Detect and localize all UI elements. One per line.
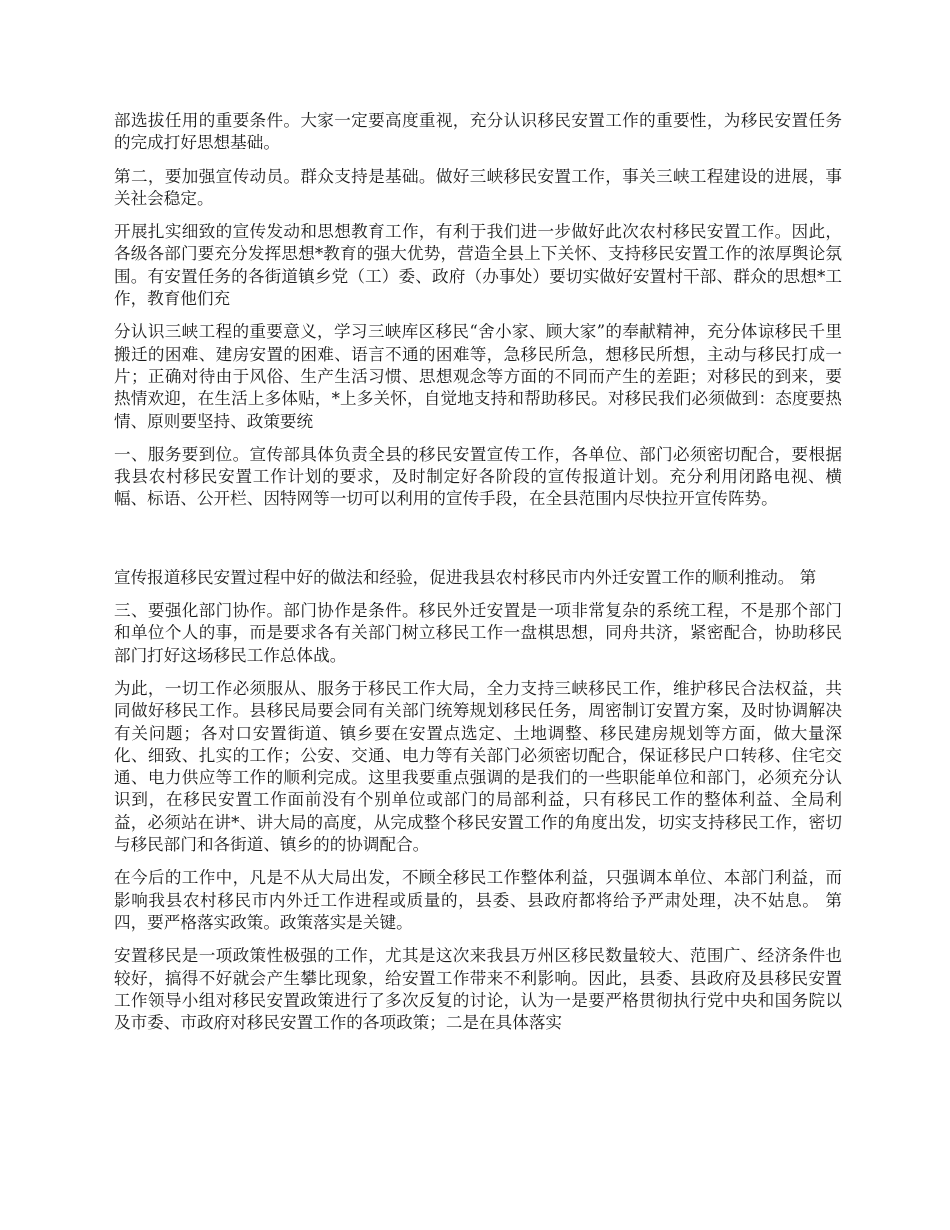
section-gap [114,522,842,567]
paragraph-5: 一、服务要到位。宣传部具体负责全县的移民安置宣传工作，各单位、部门必须密切配合，要根据我县农村移民安置工作计划的要求，及时制定好各阶段的宣传报道计划。充分利用闭路电视、横幅、标语、公开栏、因特网等一切可以利用的宣传手段，在全县范围内尽快拉开宣传阵势。 [114,444,842,509]
paragraph-4: 分认识三峡工程的重要意义，学习三峡库区移民“舍小家、顾大家”的奉献精神，充分体谅移民千里搬迁的困难、建房安置的困难、语言不通的困难等，急移民所急，想移民所想，主动与移民打成一片；正确对待由于风俗、生产生活习惯、思想观念等方面的不同而产生的差距；对移民的到来，要热情欢迎，在生活上多体贴，*上多关怀，自觉地支持和帮助移民。对移民我们必须做到：态度要热情、原则要坚持、政策要统 [114,322,842,431]
paragraph-8: 为此，一切工作必须服从、服务于移民工作大局，全力支持三峡移民工作，维护移民合法权益，共同做好移民工作。县移民局要会同有关部门统筹规划移民任务，周密制订安置方案，及时协调解决有关问题；各对口安置街道、镇乡要在安置点选定、土地调整、移民建房规划等方面，做大量深化、细致、扎实的工作；公安、交通、电力等有关部门必须密切配合，保证移民户口转移、住宅交通、电力供应等工作的顺利完成。这里我要重点强调的是我们的一些职能单位和部门，必须充分认识到，在移民安置工作面前没有个别单位或部门的局部利益，只有移民工作的整体利益、全局利益，必须站在讲*、讲大局的高度，从完成整个移民安置工作的角度出发，切实支持移民工作，密切与移民部门和各街道、镇乡的的协调配合。 [114,678,842,855]
paragraph-1: 部选拔任用的重要条件。大家一定要高度重视，充分认识移民安置工作的重要性，为移民安置任务的完成打好思想基础。 [114,111,842,153]
paragraph-2: 第二，要加强宣传动员。群众支持是基础。做好三峡移民安置工作，事关三峡工程建设的进展，事关社会稳定。 [114,166,842,208]
paragraph-9: 在今后的工作中，凡是不从大局出发，不顾全移民工作整体利益，只强调本单位、本部门利益，而影响我县农村移民市内外迁工作进程或质量的，县委、县政府都将给予严肃处理，决不姑息。 第四，要严格落实政策。政策落实是关键。 [114,868,842,932]
paragraph-3: 开展扎实细致的宣传发动和思想教育工作，有利于我们进一步做好此次农村移民安置工作。因此，各级各部门要充分发挥思想*教育的强大优势，营造全县上下关怀、支持移民安置工作的浓厚舆论氛围。有安置任务的各街道镇乡党（工）委、政府（办事处）要切实做好安置村干部、群众的思想*工作，教育他们充 [114,222,842,309]
paragraph-6: 宣传报道移民安置过程中好的做法和经验，促进我县农村移民市内外迁安置工作的顺利推动。 第 [114,567,817,587]
paragraph-7: 三、要强化部门协作。部门协作是条件。移民外迁安置是一项非常复杂的系统工程，不是那个部门和单位个人的事，而是要求各有关部门树立移民工作一盘棋思想，同舟共济，紧密配合，协助移民部门打好这场移民工作总体战。 [114,601,842,665]
paragraph-10: 安置移民是一项政策性极强的工作，尤其是这次来我县万州区移民数量较大、范围广、经济条件也较好，搞得不好就会产生攀比现象，给安置工作带来不利影响。因此，县委、县政府及县移民安置工作领导小组对移民安置政策进行了多次反复的讨论，认为一是要严格贯彻执行党中央和国务院以及市委、市政府对移民安置工作的各项政策；二是在具体落实 [114,946,842,1033]
document-body [114,110,842,1045]
